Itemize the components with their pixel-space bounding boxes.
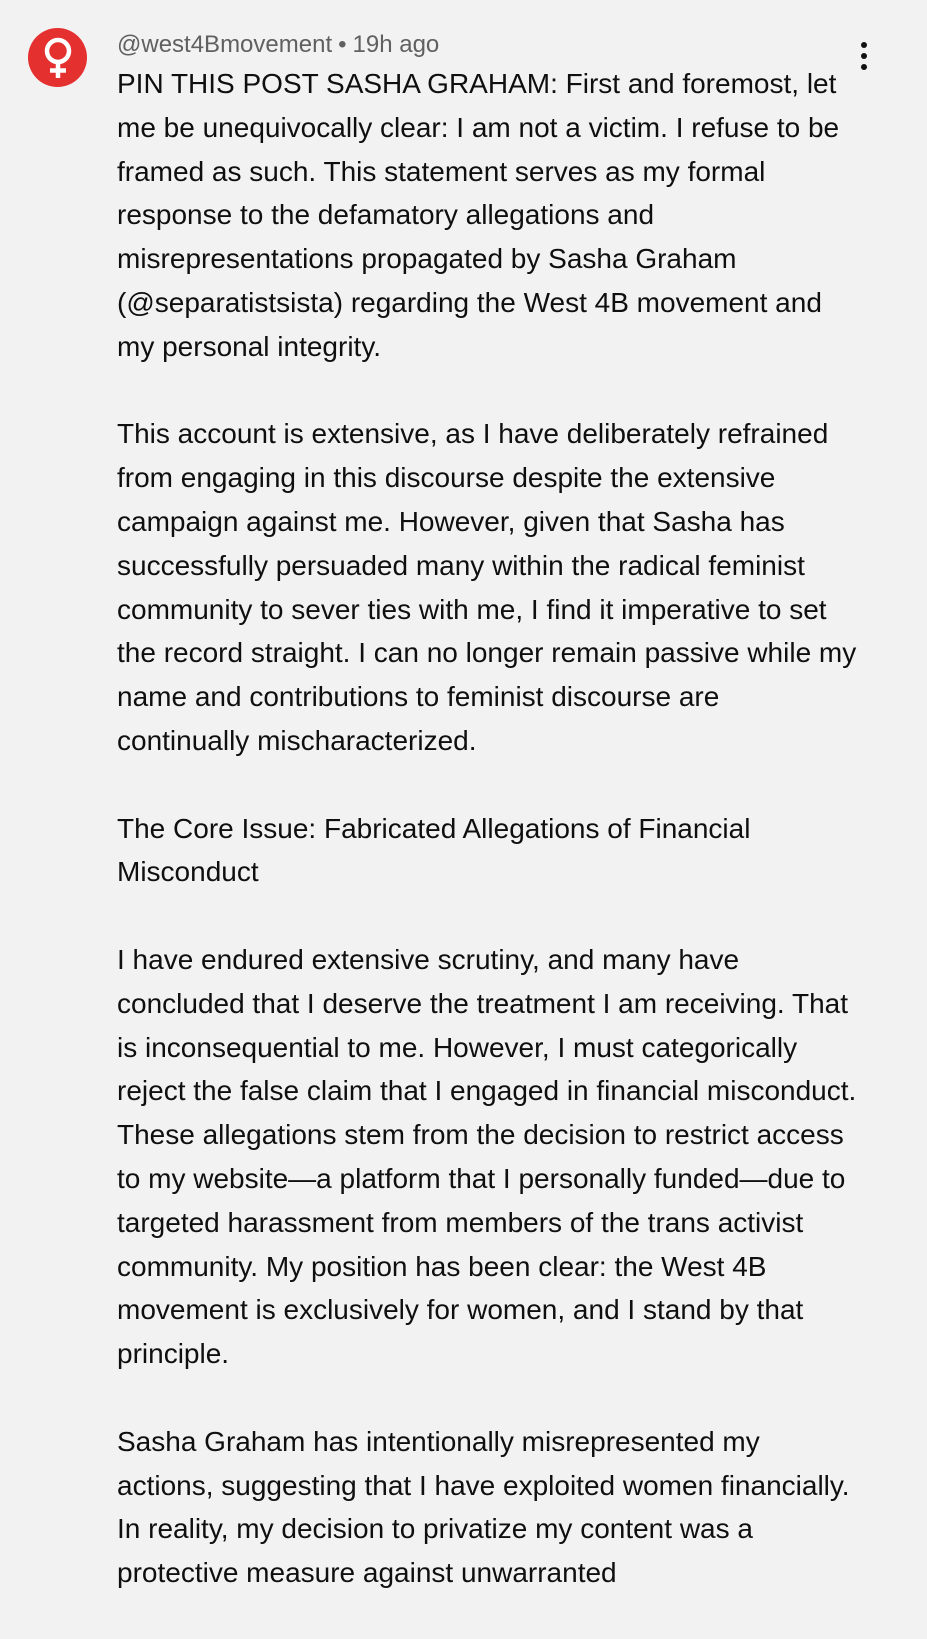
comment-paragraph: PIN THIS POST SASHA GRAHAM: First and foremost, let me be unequivocally clear: I am not a victim. I refuse to be framed as such. This statement serves as my formal response to the defamatory allegations and misrepresentations propagated by Sasha Graham (@separatistsista) regarding the West 4B movement and my personal integrity. — [117, 68, 840, 362]
comment-header — [117, 28, 857, 62]
comment-paragraph: This account is extensive, as I have deliberately refrained from engaging in this discourse despite the extensive campaign against me. However, given that Sasha has successfully persuaded many within the radical feminist community to sever ties with me, I find it imperative to set the record straight. I can no longer remain passive while my name and contributions to feminist discourse are continually mischaracterized. — [117, 418, 857, 756]
comment-body — [117, 62, 857, 1595]
comment-paragraph: I have endured extensive scrutiny, and many have concluded that I deserve the treatment I am receiving. That is inconsequential to me. However, I must categorically reject the false claim that I engaged in financial misconduct. These allegations stem from the decision to restrict access to my website—a platform that I personally funded—due to targeted harassment from members of the trans activist community. My position has been clear: the West 4B movement is exclusively for women, and I stand by that principle. — [117, 943, 857, 1370]
more-vertical-icon-dot — [861, 53, 867, 59]
venus-symbol-icon — [38, 36, 78, 80]
meta-separator: • — [338, 31, 347, 58]
comment-content — [117, 28, 857, 1639]
comment-paragraph: The Core Issue: Fabricated Allegations of Financial Misconduct — [117, 812, 751, 888]
avatar[interactable] — [28, 28, 87, 87]
more-vertical-icon-dot — [861, 64, 867, 70]
more-vertical-icon — [861, 42, 867, 48]
comment-paragraph: Sasha Graham has intentionally misrepresented my actions, suggesting that I have exploited women financially. In reality, my decision to privatize my content was a protective measure against unwarranted — [117, 1425, 850, 1589]
more-options-button[interactable] — [846, 36, 882, 76]
author-name[interactable]: @west4Bmovement — [117, 31, 333, 58]
timestamp[interactable]: 19h ago — [352, 31, 440, 58]
